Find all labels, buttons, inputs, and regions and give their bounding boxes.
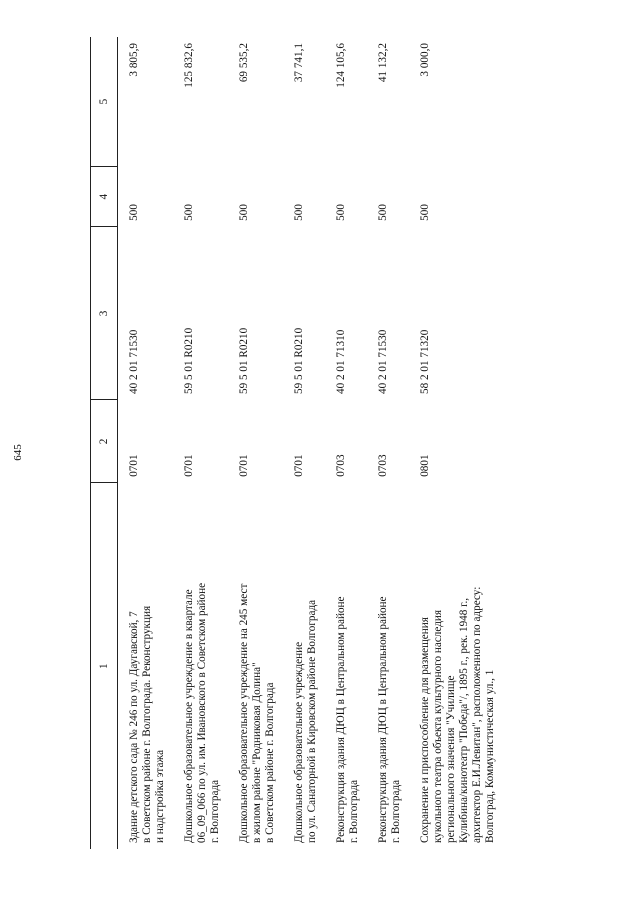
object-name: Здание детского сада № 246 по ул. Даугавской, 7 в Советском районе г. Волгограда. Реконструкция и надстройка этажа: [128, 605, 166, 843]
table-row: [367, 37, 409, 849]
amount: 3 805,9: [128, 43, 140, 77]
section-code: 0701: [293, 454, 305, 477]
target-code: 40 2 01 71530: [377, 329, 389, 394]
expense-type: 500: [238, 204, 250, 221]
target-code: 58 2 01 71320: [419, 329, 431, 394]
column-header-4: 4: [91, 167, 118, 227]
amount: 125 832,6: [183, 43, 195, 88]
expense-type: 500: [128, 204, 140, 221]
table-row: [325, 37, 367, 849]
target-code: 59 5 01 R0210: [238, 327, 250, 394]
table-row: [409, 37, 503, 849]
budget-table: [90, 37, 503, 849]
object-name: Реконструкция здания ДЮЦ в Центральном районе г. Волгограда: [335, 596, 360, 843]
expense-type: 500: [377, 204, 389, 221]
target-code: 40 2 01 71310: [335, 329, 347, 394]
section-code: 0701: [238, 454, 250, 477]
amount: 37 741,1: [293, 43, 305, 83]
section-code: 0703: [335, 454, 347, 477]
section-code: 0801: [419, 454, 431, 477]
section-code: 0703: [377, 454, 389, 477]
page-number: 645: [12, 444, 24, 461]
column-header-1: 1: [91, 483, 118, 849]
header-row: [91, 37, 118, 849]
section-code: 0701: [183, 454, 195, 477]
object-name: Сохранение и приспособление для размещения кукольного театра объекта культурного наследия регионального значения "Училище Кулибина/кинотеатр "Победа"/, 1895 г., рек. 1948 г., архитектор Е.И.Левитан", расположенного по адресу: Волгоград, Коммунистическая ул., 1: [419, 586, 496, 843]
expense-type: 500: [183, 204, 195, 221]
column-header-2: 2: [91, 400, 118, 483]
object-name: Дошкольное образовательное учреждение на 245 мест в жилом районе "Родниковая Долина" в Советском районе г. Волгограда: [238, 583, 276, 843]
expense-type: 500: [293, 204, 305, 221]
amount: 124 105,6: [335, 43, 347, 88]
target-code: 59 5 01 R0210: [293, 327, 305, 394]
table-row: [228, 37, 283, 849]
object-name: Дошкольное образовательное учреждение в квартале 06_09_066 по ул. им. Ивановского в Советском районе г. Волгограда: [183, 582, 221, 843]
column-header-3: 3: [91, 227, 118, 400]
column-header-5: 5: [91, 37, 118, 167]
table-row: [173, 37, 228, 849]
target-code: 59 5 01 R0210: [183, 327, 195, 394]
object-name: Реконструкция здания ДЮЦ в Центральном районе г. Волгограда: [377, 596, 402, 843]
table-row: [118, 37, 174, 849]
amount: 3 000,0: [419, 43, 431, 77]
table-row: [283, 37, 325, 849]
amount: 69 535,2: [238, 43, 250, 83]
amount: 41 132,2: [377, 43, 389, 83]
object-name: Дошкольное образовательное учреждение по ул. Санаторной в Кировском районе Волгограда: [293, 599, 318, 843]
expense-type: 500: [335, 204, 347, 221]
target-code: 40 2 01 71530: [128, 329, 140, 394]
expense-type: 500: [419, 204, 431, 221]
section-code: 0701: [128, 454, 140, 477]
